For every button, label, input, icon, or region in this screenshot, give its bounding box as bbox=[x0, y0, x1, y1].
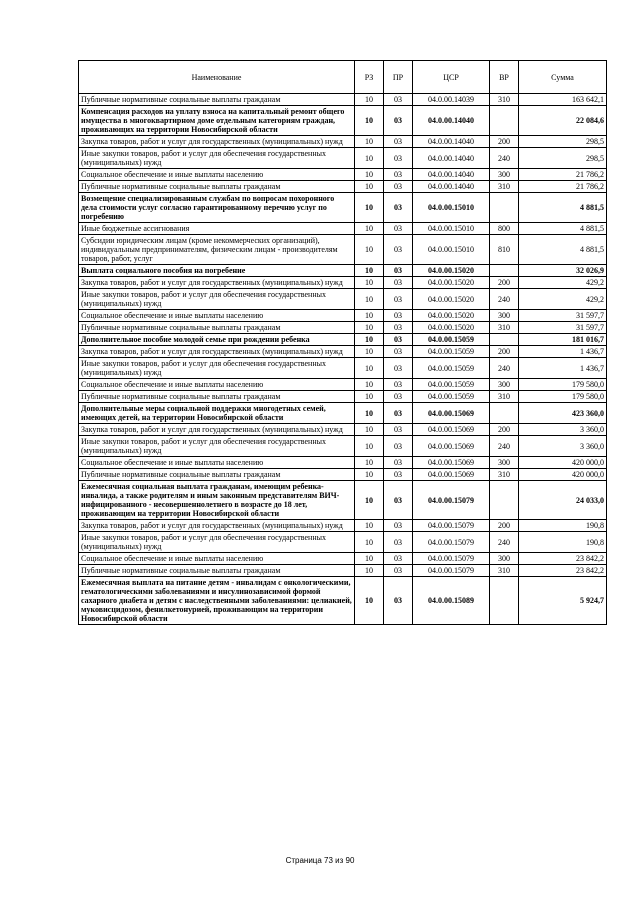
cell-pr: 03 bbox=[384, 379, 413, 391]
cell-rz: 10 bbox=[355, 289, 384, 310]
cell-rz: 10 bbox=[355, 358, 384, 379]
cell-name: Закупка товаров, работ и услуг для государственных (муниципальных) нужд bbox=[79, 520, 355, 532]
cell-pr: 03 bbox=[384, 136, 413, 148]
header-name: Наименование bbox=[79, 61, 355, 94]
cell-rz: 10 bbox=[355, 481, 384, 520]
cell-sum: 23 842,2 bbox=[519, 565, 607, 577]
cell-pr: 03 bbox=[384, 469, 413, 481]
cell-sum: 1 436,7 bbox=[519, 358, 607, 379]
cell-csr: 04.0.00.15079 bbox=[413, 553, 490, 565]
cell-rz: 10 bbox=[355, 265, 384, 277]
budget-table-sheet bbox=[78, 60, 606, 625]
table-row bbox=[79, 424, 607, 436]
cell-csr: 04.0.00.14040 bbox=[413, 136, 490, 148]
cell-csr: 04.0.00.14040 bbox=[413, 169, 490, 181]
cell-name: Социальное обеспечение и иные выплаты населению bbox=[79, 457, 355, 469]
cell-name: Социальное обеспечение и иные выплаты населению bbox=[79, 379, 355, 391]
cell-csr: 04.0.00.14039 bbox=[413, 94, 490, 106]
table-row bbox=[79, 457, 607, 469]
cell-pr: 03 bbox=[384, 520, 413, 532]
table-row bbox=[79, 481, 607, 520]
cell-name: Закупка товаров, работ и услуг для государственных (муниципальных) нужд bbox=[79, 346, 355, 358]
cell-name: Иные закупки товаров, работ и услуг для обеспечения государственных (муниципальных) нужд bbox=[79, 289, 355, 310]
cell-csr: 04.0.00.15079 bbox=[413, 481, 490, 520]
cell-csr: 04.0.00.15069 bbox=[413, 403, 490, 424]
cell-vr bbox=[490, 265, 519, 277]
header-vr: ВР bbox=[490, 61, 519, 94]
cell-vr: 310 bbox=[490, 94, 519, 106]
cell-csr: 04.0.00.15059 bbox=[413, 379, 490, 391]
cell-pr: 03 bbox=[384, 289, 413, 310]
cell-csr: 04.0.00.15089 bbox=[413, 577, 490, 625]
cell-pr: 03 bbox=[384, 322, 413, 334]
cell-name: Выплата социального пособия на погребение bbox=[79, 265, 355, 277]
cell-rz: 10 bbox=[355, 322, 384, 334]
cell-vr bbox=[490, 334, 519, 346]
cell-name: Публичные нормативные социальные выплаты гражданам bbox=[79, 469, 355, 481]
cell-pr: 03 bbox=[384, 457, 413, 469]
cell-rz: 10 bbox=[355, 346, 384, 358]
cell-pr: 03 bbox=[384, 148, 413, 169]
table-row bbox=[79, 106, 607, 136]
cell-rz: 10 bbox=[355, 310, 384, 322]
table-row bbox=[79, 553, 607, 565]
cell-pr: 03 bbox=[384, 277, 413, 289]
budget-table bbox=[78, 60, 607, 625]
cell-csr: 04.0.00.15059 bbox=[413, 358, 490, 379]
cell-rz: 10 bbox=[355, 235, 384, 265]
cell-pr: 03 bbox=[384, 481, 413, 520]
cell-name: Иные закупки товаров, работ и услуг для обеспечения государственных (муниципальных) нужд bbox=[79, 532, 355, 553]
cell-sum: 5 924,7 bbox=[519, 577, 607, 625]
cell-csr: 04.0.00.15079 bbox=[413, 565, 490, 577]
cell-rz: 10 bbox=[355, 403, 384, 424]
cell-pr: 03 bbox=[384, 358, 413, 379]
cell-rz: 10 bbox=[355, 424, 384, 436]
cell-sum: 190,8 bbox=[519, 520, 607, 532]
table-row bbox=[79, 334, 607, 346]
cell-pr: 03 bbox=[384, 577, 413, 625]
cell-vr: 300 bbox=[490, 457, 519, 469]
cell-sum: 4 881,5 bbox=[519, 235, 607, 265]
cell-csr: 04.0.00.15069 bbox=[413, 457, 490, 469]
cell-name: Дополнительные меры социальной поддержки многодетных семей, имеющих детей, на территории Новосибирской области bbox=[79, 403, 355, 424]
cell-sum: 429,2 bbox=[519, 289, 607, 310]
table-row bbox=[79, 436, 607, 457]
table-row bbox=[79, 148, 607, 169]
table-row bbox=[79, 169, 607, 181]
table-row bbox=[79, 358, 607, 379]
cell-csr: 04.0.00.15020 bbox=[413, 289, 490, 310]
cell-csr: 04.0.00.15069 bbox=[413, 436, 490, 457]
cell-pr: 03 bbox=[384, 94, 413, 106]
cell-sum: 24 033,0 bbox=[519, 481, 607, 520]
cell-csr: 04.0.00.15079 bbox=[413, 520, 490, 532]
cell-name: Публичные нормативные социальные выплаты гражданам bbox=[79, 322, 355, 334]
cell-sum: 3 360,0 bbox=[519, 424, 607, 436]
header-csr: ЦСР bbox=[413, 61, 490, 94]
cell-vr: 200 bbox=[490, 277, 519, 289]
cell-pr: 03 bbox=[384, 424, 413, 436]
table-row bbox=[79, 235, 607, 265]
table-row bbox=[79, 289, 607, 310]
cell-vr: 810 bbox=[490, 235, 519, 265]
cell-sum: 32 026,9 bbox=[519, 265, 607, 277]
cell-name: Иные закупки товаров, работ и услуг для обеспечения государственных (муниципальных) нужд bbox=[79, 436, 355, 457]
cell-vr: 310 bbox=[490, 469, 519, 481]
cell-pr: 03 bbox=[384, 181, 413, 193]
cell-name: Публичные нормативные социальные выплаты гражданам bbox=[79, 181, 355, 193]
table-row bbox=[79, 310, 607, 322]
table-row bbox=[79, 403, 607, 424]
cell-vr bbox=[490, 193, 519, 223]
cell-sum: 3 360,0 bbox=[519, 436, 607, 457]
cell-pr: 03 bbox=[384, 235, 413, 265]
cell-name: Иные закупки товаров, работ и услуг для обеспечения государственных (муниципальных) нужд bbox=[79, 148, 355, 169]
cell-name: Закупка товаров, работ и услуг для государственных (муниципальных) нужд bbox=[79, 277, 355, 289]
cell-pr: 03 bbox=[384, 223, 413, 235]
cell-pr: 03 bbox=[384, 403, 413, 424]
cell-csr: 04.0.00.15020 bbox=[413, 310, 490, 322]
table-body bbox=[79, 94, 607, 625]
header-sum: Сумма bbox=[519, 61, 607, 94]
cell-rz: 10 bbox=[355, 379, 384, 391]
cell-rz: 10 bbox=[355, 520, 384, 532]
cell-rz: 10 bbox=[355, 136, 384, 148]
cell-sum: 179 580,0 bbox=[519, 391, 607, 403]
cell-vr bbox=[490, 577, 519, 625]
cell-rz: 10 bbox=[355, 436, 384, 457]
cell-sum: 420 000,0 bbox=[519, 469, 607, 481]
cell-vr: 240 bbox=[490, 532, 519, 553]
cell-sum: 163 642,1 bbox=[519, 94, 607, 106]
cell-sum: 31 597,7 bbox=[519, 310, 607, 322]
table-row bbox=[79, 532, 607, 553]
cell-pr: 03 bbox=[384, 265, 413, 277]
cell-pr: 03 bbox=[384, 334, 413, 346]
cell-name: Социальное обеспечение и иные выплаты населению bbox=[79, 310, 355, 322]
cell-vr: 310 bbox=[490, 565, 519, 577]
cell-rz: 10 bbox=[355, 577, 384, 625]
cell-csr: 04.0.00.15079 bbox=[413, 532, 490, 553]
cell-vr: 310 bbox=[490, 181, 519, 193]
cell-sum: 298,5 bbox=[519, 136, 607, 148]
cell-sum: 21 786,2 bbox=[519, 169, 607, 181]
cell-sum: 423 360,0 bbox=[519, 403, 607, 424]
cell-name: Возмещение специализированным службам по вопросам похоронного дела стоимости услуг согласно гарантированному перечню услуг по погребению bbox=[79, 193, 355, 223]
cell-name: Ежемесячная социальная выплата гражданам, имеющим ребенка-инвалида, а также родителям и иным законным представителям ВИЧ-инфицированного - несовершеннолетнего в возрасте до 18 лет, проживающим на территории Новосибирской области bbox=[79, 481, 355, 520]
cell-vr: 300 bbox=[490, 553, 519, 565]
cell-pr: 03 bbox=[384, 532, 413, 553]
cell-rz: 10 bbox=[355, 181, 384, 193]
cell-pr: 03 bbox=[384, 346, 413, 358]
table-row bbox=[79, 322, 607, 334]
table-row bbox=[79, 223, 607, 235]
cell-name: Ежемесячная выплата на питание детям - инвалидам с онкологическими, гематологическими заболеваниями и инсулинозависимой формой сахарного диабета и детям с наследственными заболеваниями: целиакией, муковисцидозом, фенилкетонурией, проживающим на территории Новосибирской области bbox=[79, 577, 355, 625]
cell-name: Публичные нормативные социальные выплаты гражданам bbox=[79, 565, 355, 577]
cell-sum: 21 786,2 bbox=[519, 181, 607, 193]
table-row bbox=[79, 277, 607, 289]
cell-pr: 03 bbox=[384, 106, 413, 136]
cell-sum: 429,2 bbox=[519, 277, 607, 289]
cell-name: Публичные нормативные социальные выплаты гражданам bbox=[79, 391, 355, 403]
header-rz: РЗ bbox=[355, 61, 384, 94]
cell-csr: 04.0.00.15020 bbox=[413, 265, 490, 277]
cell-pr: 03 bbox=[384, 193, 413, 223]
cell-csr: 04.0.00.15020 bbox=[413, 277, 490, 289]
cell-pr: 03 bbox=[384, 391, 413, 403]
table-row bbox=[79, 577, 607, 625]
cell-vr: 240 bbox=[490, 289, 519, 310]
cell-vr: 310 bbox=[490, 391, 519, 403]
cell-vr: 310 bbox=[490, 322, 519, 334]
cell-rz: 10 bbox=[355, 532, 384, 553]
table-row bbox=[79, 193, 607, 223]
table-row bbox=[79, 391, 607, 403]
cell-csr: 04.0.00.14040 bbox=[413, 106, 490, 136]
table-row bbox=[79, 520, 607, 532]
cell-rz: 10 bbox=[355, 148, 384, 169]
table-row bbox=[79, 565, 607, 577]
page-footer: Страница 73 из 90 bbox=[285, 856, 355, 865]
cell-name: Публичные нормативные социальные выплаты гражданам bbox=[79, 94, 355, 106]
cell-rz: 10 bbox=[355, 565, 384, 577]
table-row bbox=[79, 379, 607, 391]
cell-name: Закупка товаров, работ и услуг для государственных (муниципальных) нужд bbox=[79, 424, 355, 436]
cell-csr: 04.0.00.14040 bbox=[413, 181, 490, 193]
cell-sum: 31 597,7 bbox=[519, 322, 607, 334]
cell-name: Иные закупки товаров, работ и услуг для обеспечения государственных (муниципальных) нужд bbox=[79, 358, 355, 379]
table-row bbox=[79, 94, 607, 106]
cell-sum: 190,8 bbox=[519, 532, 607, 553]
table-row bbox=[79, 346, 607, 358]
cell-sum: 420 000,0 bbox=[519, 457, 607, 469]
cell-vr: 300 bbox=[490, 169, 519, 181]
cell-csr: 04.0.00.15010 bbox=[413, 193, 490, 223]
cell-csr: 04.0.00.15059 bbox=[413, 346, 490, 358]
cell-vr: 240 bbox=[490, 436, 519, 457]
cell-pr: 03 bbox=[384, 169, 413, 181]
cell-sum: 1 436,7 bbox=[519, 346, 607, 358]
cell-name: Компенсация расходов на уплату взноса на капитальный ремонт общего имущества в многоквартирном доме отдельным категориям граждан, проживающих на территории Новосибирской области bbox=[79, 106, 355, 136]
cell-vr bbox=[490, 106, 519, 136]
cell-csr: 04.0.00.15069 bbox=[413, 424, 490, 436]
cell-name: Закупка товаров, работ и услуг для государственных (муниципальных) нужд bbox=[79, 136, 355, 148]
cell-name: Дополнительное пособие молодой семье при рождении ребенка bbox=[79, 334, 355, 346]
cell-vr: 200 bbox=[490, 346, 519, 358]
cell-pr: 03 bbox=[384, 436, 413, 457]
cell-rz: 10 bbox=[355, 193, 384, 223]
cell-csr: 04.0.00.15020 bbox=[413, 322, 490, 334]
header-pr: ПР bbox=[384, 61, 413, 94]
cell-vr: 240 bbox=[490, 148, 519, 169]
cell-sum: 4 881,5 bbox=[519, 193, 607, 223]
cell-sum: 23 842,2 bbox=[519, 553, 607, 565]
cell-vr bbox=[490, 481, 519, 520]
cell-sum: 298,5 bbox=[519, 148, 607, 169]
table-row bbox=[79, 136, 607, 148]
cell-rz: 10 bbox=[355, 169, 384, 181]
cell-vr: 200 bbox=[490, 424, 519, 436]
cell-sum: 22 084,6 bbox=[519, 106, 607, 136]
cell-csr: 04.0.00.15059 bbox=[413, 334, 490, 346]
cell-csr: 04.0.00.15059 bbox=[413, 391, 490, 403]
cell-rz: 10 bbox=[355, 277, 384, 289]
cell-vr: 300 bbox=[490, 310, 519, 322]
table-row bbox=[79, 469, 607, 481]
cell-vr: 200 bbox=[490, 136, 519, 148]
cell-rz: 10 bbox=[355, 553, 384, 565]
cell-vr bbox=[490, 403, 519, 424]
cell-pr: 03 bbox=[384, 310, 413, 322]
cell-name: Субсидии юридическим лицам (кроме некоммерческих организаций), индивидуальным предпринимателям, физическим лицам - производителям товаров, работ, услуг bbox=[79, 235, 355, 265]
cell-rz: 10 bbox=[355, 391, 384, 403]
table-row bbox=[79, 181, 607, 193]
cell-vr: 300 bbox=[490, 379, 519, 391]
cell-rz: 10 bbox=[355, 94, 384, 106]
cell-rz: 10 bbox=[355, 334, 384, 346]
cell-sum: 181 016,7 bbox=[519, 334, 607, 346]
cell-rz: 10 bbox=[355, 457, 384, 469]
cell-vr: 240 bbox=[490, 358, 519, 379]
table-row bbox=[79, 265, 607, 277]
cell-csr: 04.0.00.14040 bbox=[413, 148, 490, 169]
cell-sum: 179 580,0 bbox=[519, 379, 607, 391]
cell-name: Социальное обеспечение и иные выплаты населению bbox=[79, 553, 355, 565]
cell-vr: 800 bbox=[490, 223, 519, 235]
table-header-row bbox=[79, 61, 607, 94]
cell-name: Социальное обеспечение и иные выплаты населению bbox=[79, 169, 355, 181]
cell-vr: 200 bbox=[490, 520, 519, 532]
cell-rz: 10 bbox=[355, 223, 384, 235]
cell-csr: 04.0.00.15010 bbox=[413, 223, 490, 235]
cell-rz: 10 bbox=[355, 469, 384, 481]
cell-csr: 04.0.00.15010 bbox=[413, 235, 490, 265]
cell-name: Иные бюджетные ассигнования bbox=[79, 223, 355, 235]
cell-sum: 4 881,5 bbox=[519, 223, 607, 235]
cell-rz: 10 bbox=[355, 106, 384, 136]
cell-pr: 03 bbox=[384, 565, 413, 577]
cell-csr: 04.0.00.15069 bbox=[413, 469, 490, 481]
cell-pr: 03 bbox=[384, 553, 413, 565]
